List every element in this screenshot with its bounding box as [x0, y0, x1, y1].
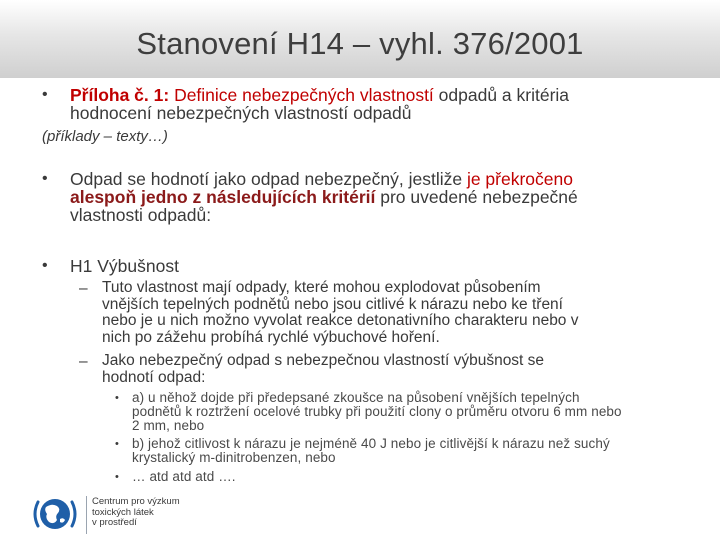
criterion-line: krystalický m-dinitrobenzen, nebo — [132, 450, 336, 465]
logo-caption — [92, 497, 180, 529]
sub-sub-bullet-marker: • — [115, 438, 119, 450]
bullet-h1-explosive: H1 Výbušnost — [70, 256, 179, 276]
criterion-line: b) jehož citlivost k nárazu je nejméně 40 J nebo je citlivější k nárazu než suchý — [132, 436, 610, 451]
sub-line: vnějších tepelných podnětů nebo jsou citlivé k nárazu nebo ke tření — [102, 295, 563, 313]
sub-sub-bullet-marker: • — [115, 392, 119, 404]
bullet-marker: • — [42, 86, 48, 103]
criterion-etc: … atd atd atd …. — [132, 469, 236, 484]
logo-line: Centrum pro výzkum — [92, 496, 180, 507]
criteria-text-a: Odpad se hodnotí jako odpad nebezpečný, jestliže — [70, 169, 467, 189]
logo-line: toxických látek — [92, 506, 154, 518]
bullet-annex-line2: hodnocení nebezpečných vlastností odpadů — [70, 103, 412, 123]
sub-bullet-marker: – — [79, 280, 88, 297]
criterion-a — [132, 391, 702, 433]
criterion-line: 2 mm, nebo — [132, 418, 205, 433]
examples-note: (příklady – texty…) — [42, 128, 168, 145]
criteria-highlight-a: je překročeno — [466, 169, 573, 189]
criteria-highlight-b: alespoň jedno z následujících kritérií — [70, 187, 376, 207]
criteria-line3: vlastnosti odpadů: — [70, 205, 212, 225]
sub-bullet-explosive-definition — [102, 280, 662, 346]
criteria-line1 — [70, 170, 690, 188]
bullet-annex-definition — [70, 86, 690, 122]
recetox-globe-logo-icon — [30, 494, 80, 534]
annex-reference: Příloha č. 1: — [70, 85, 170, 105]
sub-line: nich po zážehu probíhá rychlé výbuchové hoření. — [102, 328, 440, 346]
bullet-annex-line1 — [70, 86, 690, 104]
sub-sub-bullet-marker: • — [115, 471, 119, 483]
sub-line: hodnotí odpad: — [102, 368, 206, 386]
criterion-b — [132, 437, 702, 465]
sub-bullet-marker: – — [79, 353, 88, 370]
sub-bullet-evaluation — [102, 353, 662, 386]
criteria-text-b: pro uvedené nebezpečné — [375, 187, 578, 207]
criteria-line2 — [70, 188, 690, 206]
sub-line: nebo je u nich možno vyvolat reakce detonativního charakteru nebo v — [102, 312, 579, 329]
criterion-line: podnětů k roztržení ocelové trubky při použití clony o průměru otvoru 6 mm nebo — [132, 404, 622, 419]
criterion-line: a) u něhož dojde při předepsané zkoušce na působení vnějších tepelných — [132, 390, 580, 405]
sub-line: Tuto vlastnost mají odpady, které mohou explodovat působením — [102, 279, 541, 296]
annex-definition-text: Definice nebezpečných vlastností — [169, 85, 434, 105]
bullet-marker: • — [42, 170, 48, 187]
bullet-hazard-criteria — [70, 170, 690, 224]
sub-line: Jako nebezpečný odpad s nebezpečnou vlastností výbušnost se — [102, 352, 545, 369]
annex-rest-text: odpadů a kritéria — [433, 85, 570, 105]
logo-line: v prostředí — [92, 517, 137, 528]
logo-divider — [86, 496, 87, 534]
slide-title: Stanovení H14 – vyhl. 376/2001 — [136, 26, 584, 61]
bullet-marker: • — [42, 257, 48, 274]
